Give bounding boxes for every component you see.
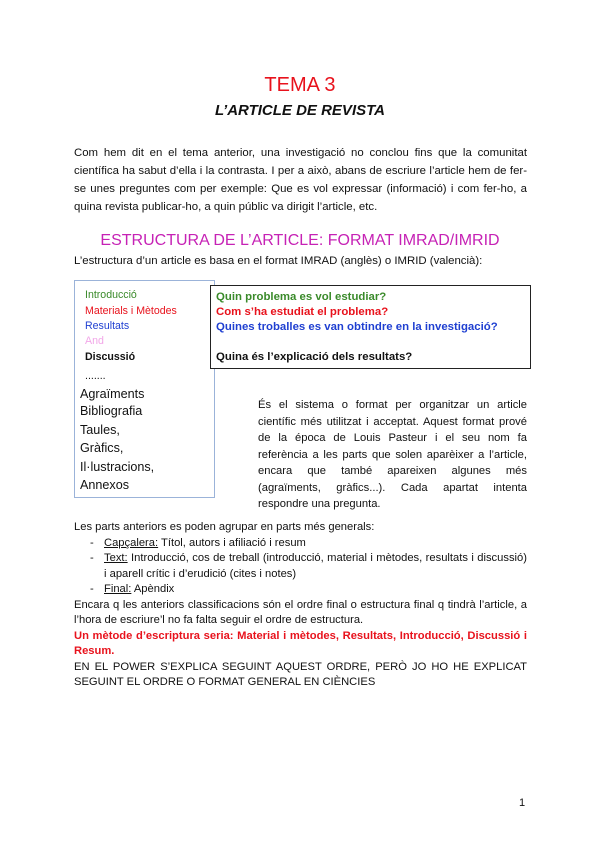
section-heading: ESTRUCTURA DE L’ARTICLE: FORMAT IMRAD/IMRID (100, 232, 500, 249)
parts-text: Títol, autors i afiliació i resum (158, 536, 306, 549)
imrad-item-discussio: Discussió (85, 351, 136, 363)
section-lead: L’estructura d’un article es basa en el format IMRAD (anglès) o IMRID (valencià): (74, 255, 483, 267)
parts-label: Capçalera: (104, 536, 159, 549)
parts-section (74, 520, 527, 691)
question-3: Quines troballes es van obtindre en la investigació? (216, 321, 498, 333)
bullet-dash: - (90, 536, 94, 549)
question-2: Com s’ha estudiat el problema? (216, 306, 389, 318)
extra-grafics: Gràfics, (80, 441, 124, 455)
intro-paragraph: Com hem dit en el tema anterior, una investigació no conclou fins que la comunitat científica ha sabut d’ella i la contrasta. I per a això, abans de escriure l’article hem de fer-se unes preguntes com per exemple: Que es vol expressar (informació) i com fer-ho, a quina revista publicar-ho, a quin públic va dirigit l’article, etc. (74, 147, 527, 213)
parts-item-final (74, 582, 527, 598)
imrad-item-resultats: Resultats (85, 320, 130, 332)
parts-item-capcalera (74, 536, 527, 552)
imrad-item-and: And (85, 335, 104, 347)
question-4: Quina és l’explicació dels resultats? (216, 351, 413, 363)
question-1: Quin problema es vol estudiar? (216, 291, 387, 303)
parts-text: Apèndix (131, 583, 175, 595)
parts-label: Final: (104, 583, 132, 595)
extra-bibliografia: Bibliografia (80, 404, 143, 418)
imrad-item-introduccio: Introducció (85, 289, 137, 301)
extra-illustracions: Il·lustracions, (80, 460, 155, 474)
parts-note: Encara q les anteriors classificacions són el ordre final o estructura final q tindrà l’article, a l’hora de escriure’l no fa falta seguir el ordre de estructura. (74, 598, 527, 626)
format-description: És el sistema o format per organitzar un article científic més utilitzat i acceptat. Aquest format prové de la época de Louis Pasteur i el seu nom fa referència a les parts que solen aparèixer a l’article, encara que també apareixen algunes més (agraïments, gràfics...). Cada apartat intenta respondre una pregunta. (258, 399, 527, 510)
page-subtitle: L’ARTICLE DE REVISTA (214, 102, 385, 119)
parts-lead: Les parts anteriors es poden agrupar en parts més generals: (74, 521, 375, 533)
page-title: TEMA 3 (264, 74, 336, 96)
extra-agraiments: Agraïments (80, 387, 145, 401)
parts-item-text (74, 551, 527, 582)
imrad-item-materials: Materials i Mètodes (85, 305, 177, 317)
extra-taules: Taules, (80, 423, 120, 437)
parts-text: Introducció, cos de treball (introducció, material i mètodes, resultats i discussió) i aparell crític i d’erudició (cites i notes) (104, 552, 527, 580)
power-note: EN EL POWER S’EXPLICA SEGUINT AQUEST ORDRE, PERÒ JO HO HE EXPLICAT SEGUINT EL ORDRE O FORMAT GENERAL EN CIÈNCIES (74, 660, 527, 688)
parts-label: Text: (104, 552, 128, 564)
bullet-dash: - (90, 583, 94, 595)
page-number: 1 (519, 797, 526, 809)
extra-annexos: Annexos (80, 478, 130, 492)
method-note: Un mètode d’escriptura seria: Material i mètodes, Resultats, Introducció, Discussió i Resum. (74, 629, 527, 657)
imrad-dots: ....... (85, 370, 106, 382)
bullet-dash: - (90, 552, 94, 564)
